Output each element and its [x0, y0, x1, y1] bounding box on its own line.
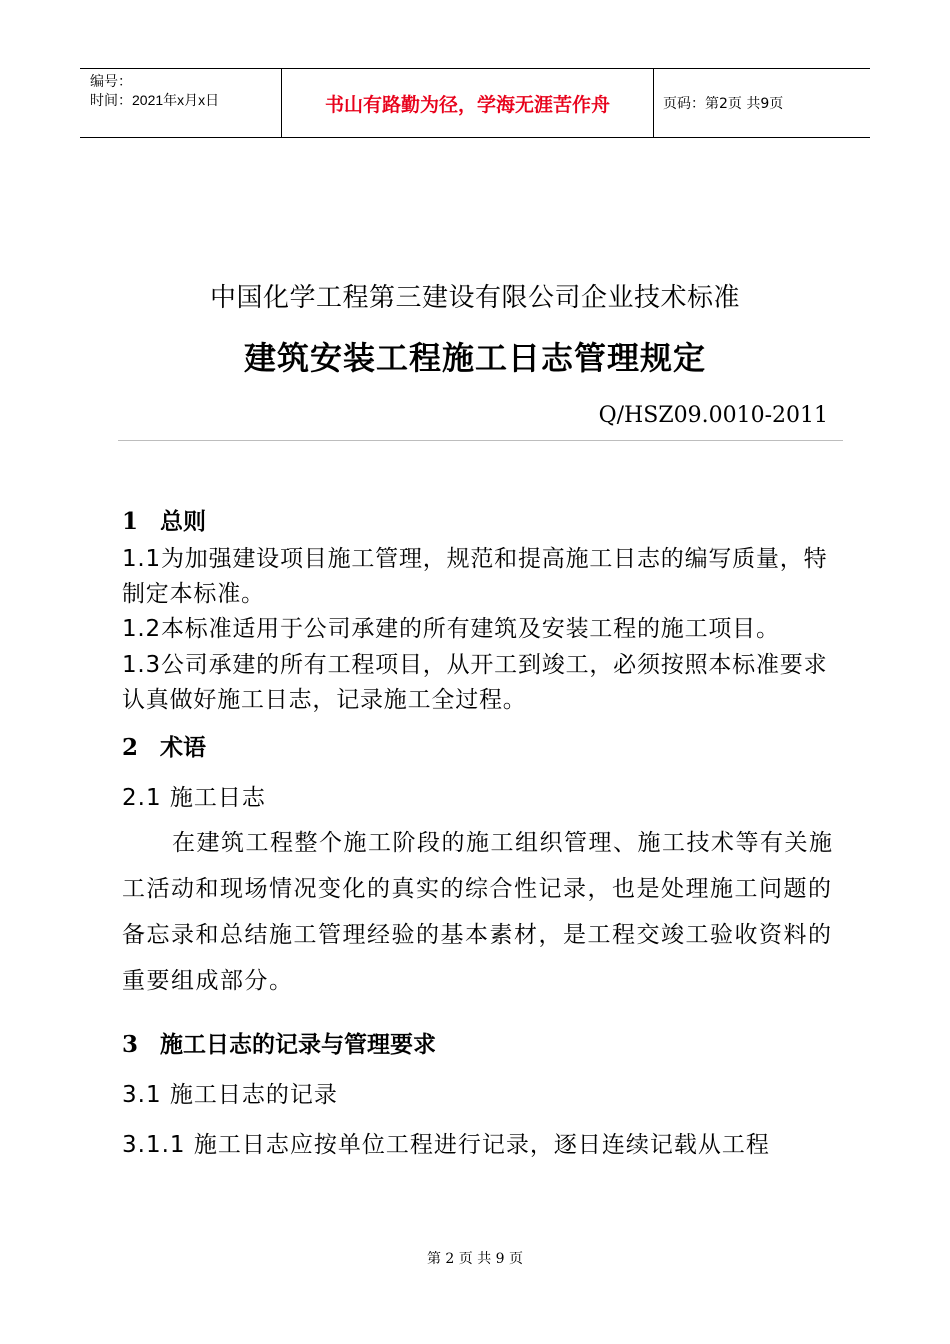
section-title: 总则	[160, 509, 206, 535]
clause-1-3: 1.3公司承建的所有工程项目，从开工到竣工，必须按照本标准要求认真做好施工日志，记录施工全过程。	[122, 652, 828, 713]
clause-3-1-1: 3.1.1 施工日志应按单位工程进行记录，逐日连续记载从工程	[122, 1132, 770, 1158]
standard-code: Q/HSZ09.0010-2011	[598, 403, 828, 428]
section-number: 1	[122, 508, 139, 535]
section-1-heading	[122, 503, 206, 536]
section-title: 术语	[160, 735, 206, 761]
clause-1-1: 1.1为加强建设项目施工管理，规范和提高施工日志的编写质量，特制定本标准。	[122, 546, 828, 607]
title-divider	[118, 440, 843, 441]
document-header	[80, 68, 870, 138]
clause-2-1-text: 在建筑工程整个施工阶段的施工组织管理、施工技术等有关施工活动和现场情况变化的真实的综合性记录，也是处理施工问题的备忘录和总结施工管理经验的基本素材，是工程交竣工验收资料的重要组成部分。	[122, 830, 834, 994]
clause-3-1-heading: 3.1 施工日志的记录	[122, 1082, 338, 1108]
time-label: 时间：2021年x月x日	[90, 92, 220, 108]
organization-name: 中国化学工程第三建设有限公司企业技术标准	[209, 283, 740, 313]
header-meta	[80, 69, 281, 137]
section-3-heading	[122, 1026, 436, 1059]
section-number: 3	[122, 1031, 139, 1058]
clause-2-1-heading: 2.1 施工日志	[122, 785, 266, 811]
section-2-heading	[122, 729, 206, 762]
section-title: 施工日志的记录与管理要求	[160, 1032, 436, 1058]
clause-1-2: 1.2本标准适用于公司承建的所有建筑及安装工程的施工项目。	[122, 616, 780, 642]
section-number: 2	[122, 734, 139, 761]
document-title: 建筑安装工程施工日志管理规定	[243, 339, 706, 377]
header-page-info: 页码：第2页 共9页	[663, 96, 784, 112]
number-label: 编号：	[90, 73, 132, 89]
page-footer: 第 2 页 共 9 页	[426, 1251, 524, 1267]
header-motto: 书山有路勤为径，学海无涯苦作舟	[281, 69, 654, 137]
